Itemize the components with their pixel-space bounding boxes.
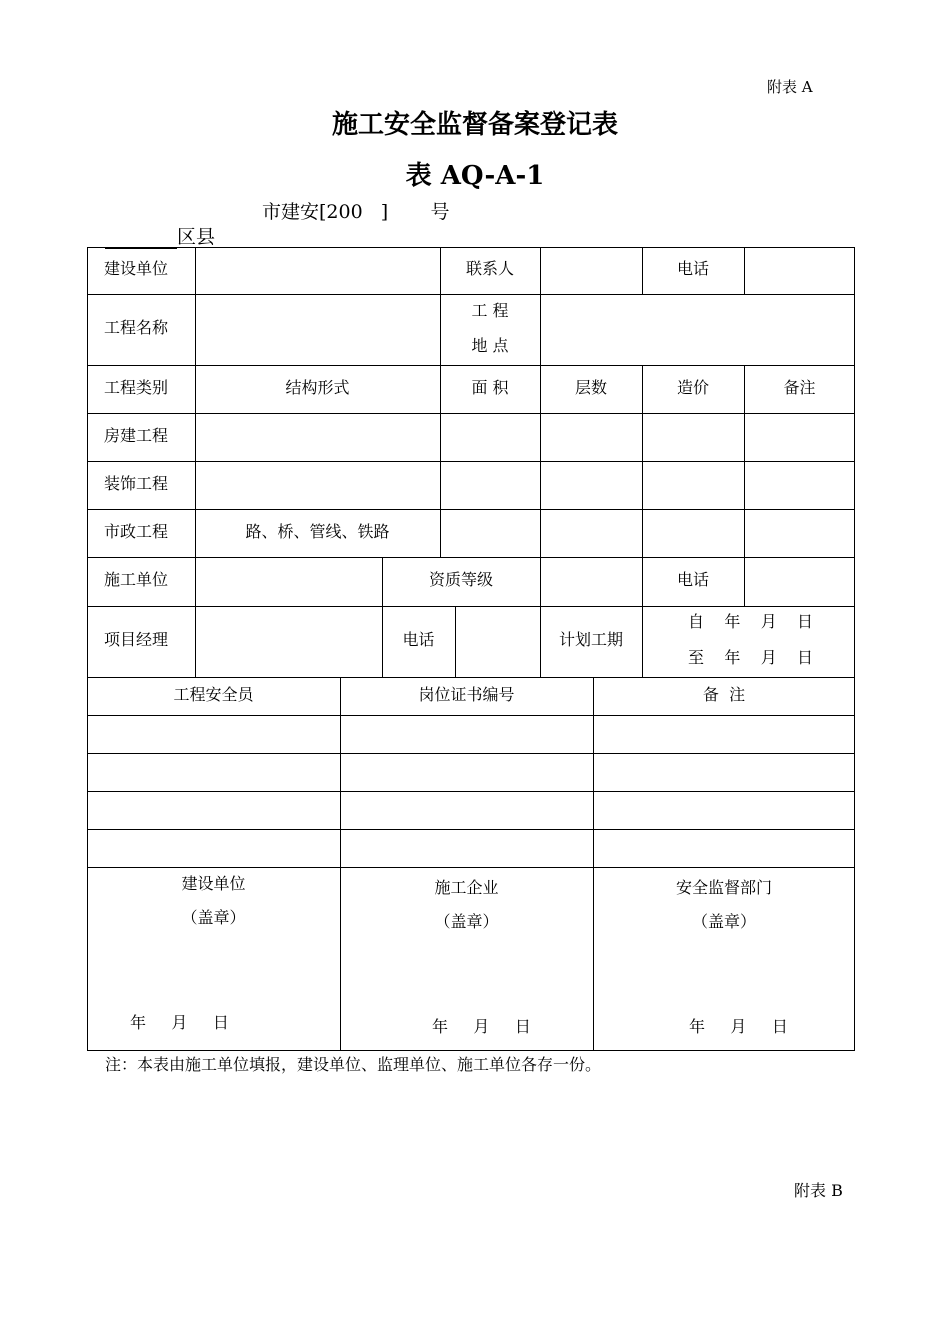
row-divider — [87, 753, 855, 754]
column-divider — [455, 606, 456, 677]
row-divider — [87, 557, 855, 558]
row-divider — [87, 365, 855, 366]
municipal-project-label: 市政工程 — [104, 522, 169, 541]
column-divider — [195, 247, 196, 677]
district-field — [105, 222, 215, 249]
document-number: 市建安[200 ] 号 — [262, 201, 450, 223]
district-blank — [105, 228, 177, 249]
row-divider — [87, 867, 855, 868]
form-title: 施工安全监督备案登记表 — [331, 110, 618, 140]
duration-to: 至 年 月 日 — [688, 648, 814, 667]
column-divider — [593, 677, 594, 1051]
row-divider — [87, 461, 855, 462]
remarks-label: 备注 — [783, 378, 816, 397]
row-divider — [87, 791, 855, 792]
municipal-structure-types: 路、桥、管线、铁路 — [245, 522, 390, 541]
duration-from: 自 年 月 日 — [688, 612, 814, 631]
signature-date-construction: 年 月 日 — [130, 1013, 229, 1032]
qualification-grade-label: 资质等级 — [428, 570, 493, 589]
project-location-label: 工 程 — [471, 301, 509, 320]
decoration-project-label: 装饰工程 — [104, 474, 169, 493]
signature-date-supervision: 年 月 日 — [689, 1017, 788, 1036]
phone-label: 电话 — [676, 259, 709, 278]
signature-seal-builder: （盖章） — [434, 912, 499, 931]
building-project-label: 房建工程 — [104, 426, 169, 445]
signature-date-builder: 年 月 日 — [432, 1017, 531, 1036]
cost-label: 造价 — [676, 378, 709, 397]
row-divider — [87, 677, 855, 678]
signature-org-builder: 施工企业 — [434, 878, 499, 897]
row-divider — [87, 294, 855, 295]
column-divider — [440, 247, 441, 557]
district-label: 区县 — [177, 226, 216, 248]
column-divider — [340, 677, 341, 1051]
row-divider — [87, 413, 855, 414]
project-manager-label: 项目经理 — [104, 630, 169, 649]
column-divider — [642, 606, 643, 677]
staff-remarks-header: 备 注 — [702, 685, 746, 704]
row-divider — [87, 606, 855, 607]
column-divider — [744, 365, 745, 606]
project-location-label-line2: 地 点 — [471, 336, 509, 355]
row-divider — [87, 509, 855, 510]
planned-duration-label: 计划工期 — [558, 630, 623, 649]
project-category-label: 工程类别 — [104, 378, 169, 397]
floors-label: 层数 — [574, 378, 607, 397]
safety-officer-header: 工程安全员 — [173, 685, 254, 704]
signature-seal-supervision: （盖章） — [691, 912, 756, 931]
row-divider — [87, 715, 855, 716]
row-divider — [87, 829, 855, 830]
form-code: 表 AQ-A-1 — [405, 161, 545, 191]
appendix-b-label: 附表 B — [794, 1181, 843, 1200]
column-divider — [744, 247, 745, 295]
project-name-label: 工程名称 — [104, 318, 169, 337]
signature-org-supervision: 安全监督部门 — [675, 878, 772, 897]
footnote: 注：本表由施工单位填报，建设单位、监理单位、施工单位各存一份。 — [105, 1055, 602, 1074]
construction-unit-label: 建设单位 — [104, 259, 169, 278]
certificate-number-header: 岗位证书编号 — [418, 685, 515, 704]
builder-phone-label: 电话 — [676, 570, 709, 589]
signature-org-construction: 建设单位 — [181, 874, 246, 893]
signature-seal-construction: （盖章） — [181, 908, 246, 927]
appendix-a-label: 附表 A — [767, 78, 813, 96]
builder-unit-label: 施工单位 — [104, 570, 169, 589]
contact-person-label: 联系人 — [465, 259, 514, 278]
area-label: 面 积 — [471, 378, 509, 397]
column-divider — [540, 247, 541, 677]
manager-phone-label: 电话 — [402, 630, 435, 649]
structure-type-label: 结构形式 — [285, 378, 350, 397]
